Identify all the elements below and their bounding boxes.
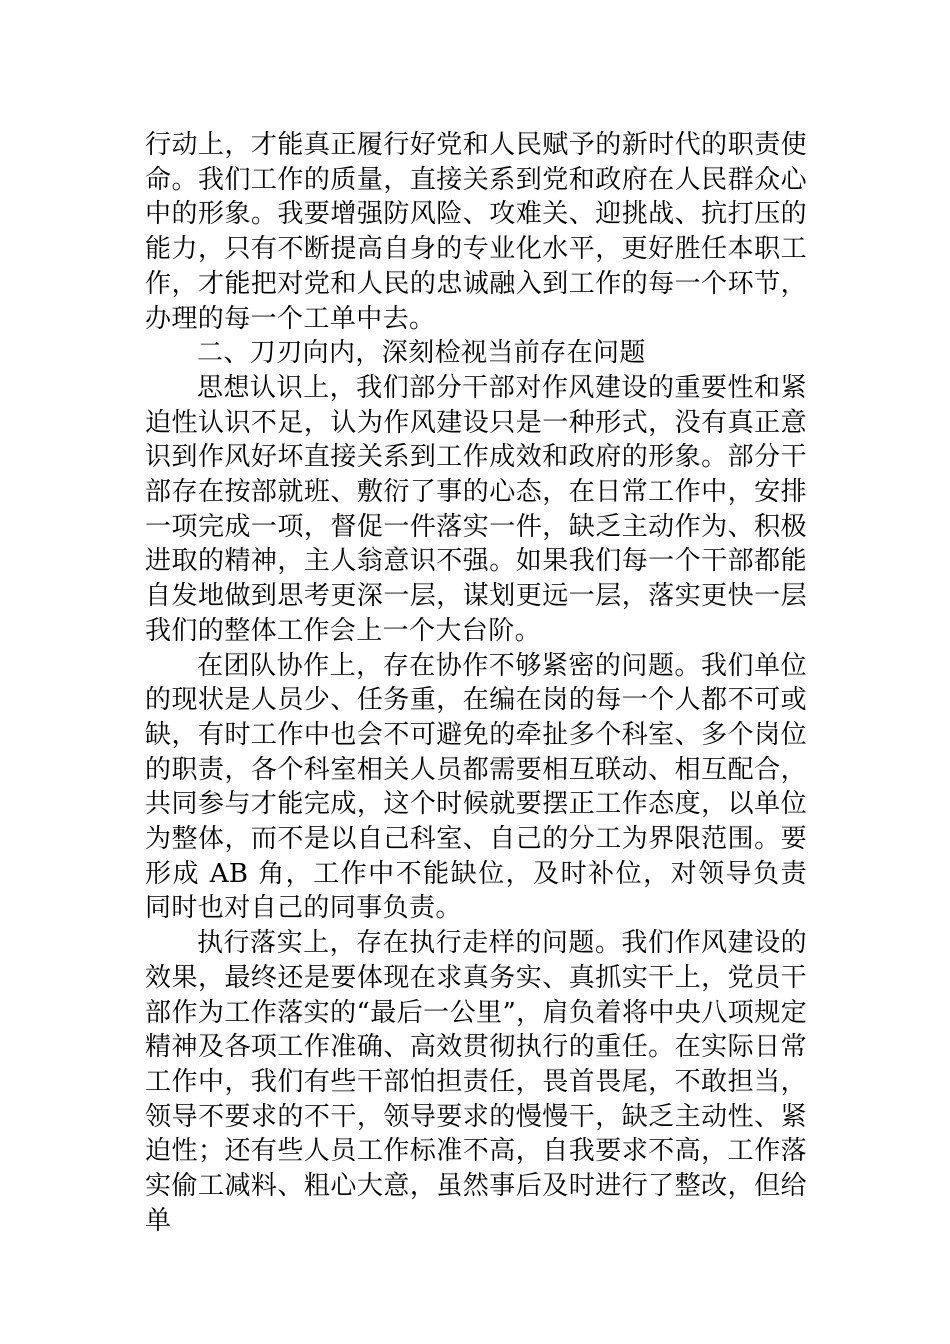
paragraph-thinking: 思想认识上，我们部分干部对作风建设的重要性和紧迫性认识不足，认为作风建设只是一种形式，没有真正意识到作风好坏直接关系到工作成效和政府的形象。部分干部存在按部就班、敷衍了事的心态，在日常工作中，安排一项完成一项，督促一件落实一件，缺乏主动作为、积极进取的精神，主人翁意识不强。如果我们每一个干部都能自发地做到思考更深一层，谋划更远一层，落实更快一层我们的整体工作会上一个大台阶。 bbox=[145, 372, 807, 646]
document-body bbox=[145, 128, 807, 1239]
paragraph-execution: 执行落实上，存在执行走样的问题。我们作风建设的效果，最终还是要体现在求真务实、真抓实干上，党员干部作为工作落实的“最后一公里”，肩负着将中央八项规定精神及各项工作准确、高效贯彻执行的重任。在实际日常工作中，我们有些干部怕担责任，畏首畏尾，不敢担当，领导不要求的不干，领导要求的慢慢干，缺乏主动性、紧迫性；还有些人员工作标准不高，自我要求不高，工作落实偷工减料、粗心大意，虽然事后及时进行了整改，但给单 bbox=[145, 928, 807, 1236]
section-heading: 二、刀刃向内，深刻检视当前存在问题 bbox=[197, 338, 646, 369]
paragraph-continuation: 行动上，才能真正履行好党和人民赋予的新时代的职责使命。我们工作的质量，直接关系到党和政府在人民群众心中的形象。我要增强防风险、攻难关、迎挑战、抗打压的能力，只有不断提高自身的专业化水平，更好胜任本职工作，才能把对党和人民的忠诚融入到工作的每一个环节，办理的每一个工单中去。 bbox=[145, 130, 807, 334]
paragraph-teamwork: 在团队协作上，存在协作不够紧密的问题。我们单位的现状是人员少、任务重，在编在岗的每一个人都不可或缺，有时工作中也会不可避免的牵扯多个科室、多个岗位的职责，各个科室相关人员都需要相互联动、相互配合，共同参与才能完成，这个时候就要摆正工作态度，以单位为整体，而不是以自己科室、自己的分工为界限范围。要形成 AB 角，工作中不能缺位，及时补位，对领导负责同时也对自己的同事负责。 bbox=[145, 650, 807, 924]
